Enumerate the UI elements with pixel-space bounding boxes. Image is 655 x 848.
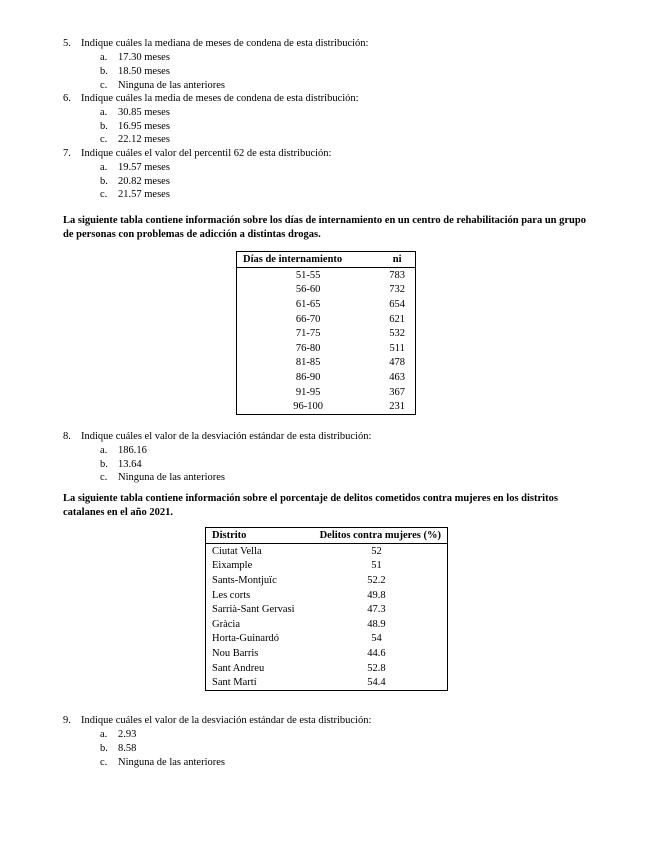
question-8: 8. Indique cuáles el valor de la desviación estándar de esta distribución: <box>63 431 372 442</box>
table-row: Ciutat Vella 52 <box>212 545 382 557</box>
district-crimes-table <box>205 527 448 691</box>
option-8c: c. Ninguna de las anteriores <box>100 472 226 483</box>
table-row: Sant Martí 54.4 <box>212 677 386 689</box>
option-5c: c. Ninguna de las anteriores <box>100 80 226 91</box>
option-9c: c. Ninguna de las anteriores <box>100 757 226 768</box>
table-header-row <box>206 528 448 544</box>
option-7b: b. 20.82 meses <box>100 176 170 187</box>
column-header-days: Días de internamiento <box>237 252 380 268</box>
column-header-district: Distrito <box>206 528 306 544</box>
table-row: 71-75 532 <box>295 328 406 340</box>
table-row: Eixample 51 <box>212 560 382 572</box>
table-row: 86-90 463 <box>295 371 406 383</box>
table1-intro: La siguiente tabla contiene información sobre los días de internamiento en un centro de rehabilitación para un grupo de personas con problemas de adicción a distintas drogas. <box>63 215 586 240</box>
table-row: Nou Barris 44.6 <box>212 647 386 659</box>
table-row: 56-60 732 <box>295 284 406 296</box>
table-row: 51-55 783 <box>295 269 406 281</box>
question-7: 7. Indique cuáles el valor del percentil 62 de esta distribución: <box>63 148 332 159</box>
table-header-row <box>237 252 416 268</box>
option-5a: a. 17.30 meses <box>100 52 170 63</box>
question-6: 6. Indique cuáles la media de meses de condena de esta distribución: <box>63 93 359 104</box>
table2-intro: La siguiente tabla contiene información sobre el porcentaje de delitos cometidos contra mujeres en los distritos catalanes en el año 2021. <box>63 493 558 518</box>
table-row: Les corts 49.8 <box>212 589 386 601</box>
option-8a: a. 186.16 <box>100 445 147 456</box>
question-9: 9. Indique cuáles el valor de la desviación estándar de esta distribución: <box>63 715 372 726</box>
option-6a: a. 30.85 meses <box>100 107 170 118</box>
table-row: 81-85 478 <box>295 357 406 369</box>
option-8b: b. 13.64 <box>100 459 142 470</box>
table-row: 91-95 367 <box>295 386 406 398</box>
table-row: Sant Andreu 52.8 <box>212 662 386 674</box>
table-row: 96-100 231 <box>293 401 406 413</box>
option-7a: a. 19.57 meses <box>100 162 170 173</box>
table-row: Gràcia 48.9 <box>212 618 386 630</box>
table-row: 76-80 511 <box>295 342 405 354</box>
table-row: Sarrià-Sant Gervasi 47.3 <box>212 604 386 616</box>
option-5b: b. 18.50 meses <box>100 66 170 77</box>
question-5: 5. Indique cuáles la mediana de meses de condena de esta distribución: <box>63 38 369 49</box>
table-row: Sants-Montjuïc 52.2 <box>212 574 386 586</box>
internment-days-table <box>236 251 416 415</box>
option-6c: c. 22.12 meses <box>100 134 170 145</box>
option-6b: b. 16.95 meses <box>100 121 170 132</box>
table-row: 66-70 621 <box>295 313 406 325</box>
column-header-ni: ni <box>379 252 415 268</box>
column-header-crimes: Delitos contra mujeres (%) <box>306 528 448 544</box>
option-7c: c. 21.57 meses <box>100 189 170 200</box>
table-row: 61-65 654 <box>295 298 406 310</box>
table-row: Horta-Guinardó 54 <box>212 633 382 645</box>
option-9a: a. 2.93 <box>100 729 137 740</box>
option-9b: b. 8.58 <box>100 743 137 754</box>
